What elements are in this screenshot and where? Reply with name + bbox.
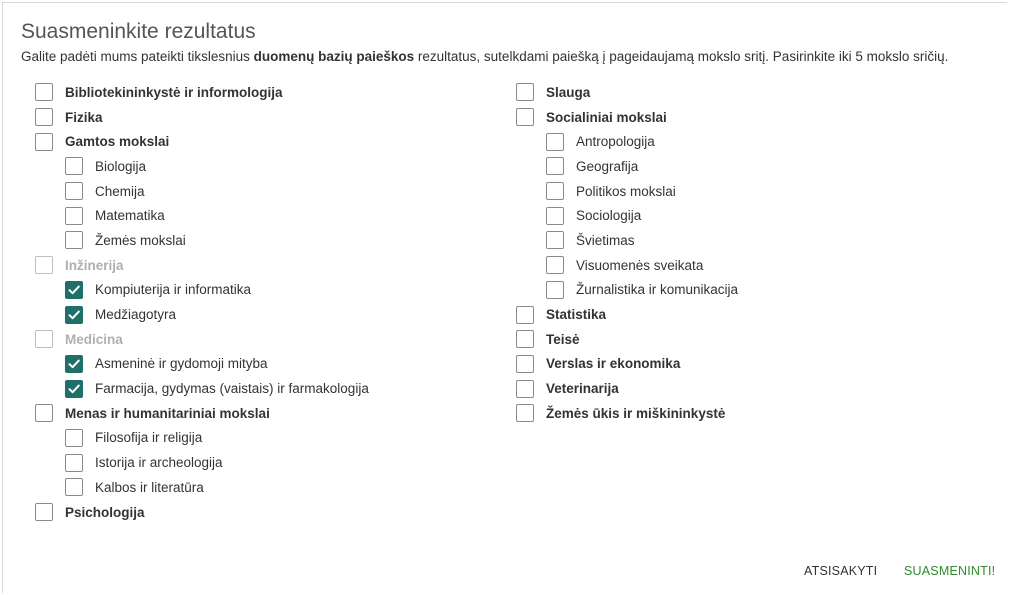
subject-item-zemes-ukis-ir-miskininkyste[interactable]: [516, 401, 738, 426]
checkbox[interactable]: [35, 108, 53, 126]
subject-item-menas-ir-humanitariniai-mokslai[interactable]: [35, 401, 369, 426]
subject-item-geografija[interactable]: [516, 154, 738, 179]
subject-item-slauga[interactable]: [516, 80, 738, 105]
checked-checkbox[interactable]: [65, 355, 83, 373]
checkbox[interactable]: [65, 182, 83, 200]
subject-label: Fizika: [65, 109, 103, 125]
subject-label: Žemės ūkis ir miškininkystė: [546, 405, 726, 421]
subject-item-gamtos-mokslai[interactable]: [35, 129, 369, 154]
checkbox[interactable]: [516, 355, 534, 373]
checkbox[interactable]: [516, 83, 534, 101]
subject-label: Politikos mokslai: [576, 183, 676, 199]
checked-checkbox[interactable]: [65, 380, 83, 398]
description-prefix: Galite padėti mums pateikti tikslesnius: [21, 49, 254, 64]
subject-item-antropologija[interactable]: [516, 129, 738, 154]
subject-label: Žemės mokslai: [95, 232, 186, 248]
checkbox[interactable]: [35, 83, 53, 101]
subject-label: Biologija: [95, 158, 147, 174]
checkbox[interactable]: [546, 281, 564, 299]
left-subject-list: [35, 80, 369, 524]
personalize-button[interactable]: SUASMENINTI!: [904, 564, 996, 578]
subject-item-zurnalistika-ir-komunikacija[interactable]: [516, 278, 738, 303]
subject-item-veterinarija[interactable]: [516, 376, 738, 401]
personalize-dialog: [2, 2, 1007, 593]
subject-item-matematika[interactable]: [35, 203, 369, 228]
subject-label: Žurnalistika ir komunikacija: [576, 282, 739, 298]
checkbox[interactable]: [65, 429, 83, 447]
subject-item-teise[interactable]: [516, 327, 738, 352]
subject-label: Gamtos mokslai: [65, 134, 170, 150]
subject-label: Medžiagotyra: [95, 307, 177, 323]
subject-item-filosofija-ir-religija[interactable]: [35, 426, 369, 451]
subject-item-asmenine-ir-gydomoji-mityba[interactable]: [35, 352, 369, 377]
subject-label: Švietimas: [576, 232, 635, 248]
subject-item-bibliotekininkyste-ir-informologija[interactable]: [35, 80, 369, 105]
description-bold: duomenų bazių paieškos: [253, 49, 415, 64]
subject-label: Antropologija: [576, 134, 655, 150]
subject-item-politikos-mokslai[interactable]: [516, 179, 738, 204]
subject-label: Verslas ir ekonomika: [546, 356, 681, 372]
subject-item-fizika[interactable]: [35, 105, 369, 130]
checkbox[interactable]: [65, 478, 83, 496]
checkbox[interactable]: [35, 404, 53, 422]
checkbox[interactable]: [516, 380, 534, 398]
subject-item-zemes-mokslai[interactable]: [35, 228, 369, 253]
checkbox[interactable]: [546, 182, 564, 200]
subject-item-inzinerija[interactable]: [35, 253, 369, 278]
subject-item-sociologija[interactable]: [516, 203, 738, 228]
checked-checkbox[interactable]: [65, 306, 83, 324]
checkbox[interactable]: [516, 306, 534, 324]
checkbox[interactable]: [546, 231, 564, 249]
checkbox[interactable]: [516, 404, 534, 422]
subject-label: Psichologija: [65, 504, 145, 520]
dialog-title: Suasmeninkite rezultatus: [21, 20, 256, 43]
subject-item-socialiniai-mokslai[interactable]: [516, 105, 738, 130]
checkbox[interactable]: [546, 207, 564, 225]
subject-item-svietimas[interactable]: [516, 228, 738, 253]
subject-item-medicina[interactable]: [35, 327, 369, 352]
subject-item-istorija-ir-archeologija[interactable]: [35, 450, 369, 475]
subject-item-verslas-ir-ekonomika[interactable]: [516, 352, 738, 377]
subject-item-biologija[interactable]: [35, 154, 369, 179]
subject-label: Farmacija, gydymas (vaistais) ir farmakologija: [95, 381, 369, 397]
subject-label: Statistika: [546, 307, 607, 323]
checkmark-icon: [67, 283, 81, 297]
checked-checkbox[interactable]: [65, 281, 83, 299]
subject-label: Asmeninė ir gydomoji mityba: [95, 356, 268, 372]
subject-label: Filosofija ir religija: [95, 430, 203, 446]
subject-item-farmacija-gydymas-vaistais-ir-farmakologija[interactable]: [35, 376, 369, 401]
checkbox[interactable]: [65, 231, 83, 249]
checkmark-icon: [67, 382, 81, 396]
checkbox[interactable]: [35, 256, 53, 274]
checkbox[interactable]: [35, 330, 53, 348]
subject-label: Istorija ir archeologija: [95, 455, 223, 471]
subject-label: Menas ir humanitariniai mokslai: [65, 405, 270, 421]
description-suffix: rezultatus, sutelkdami paiešką į pageidaujamą mokslo sritį. Pasirinkite iki 5 mokslo sričių.: [414, 49, 949, 64]
checkbox[interactable]: [516, 330, 534, 348]
subject-label: Geografija: [576, 158, 639, 174]
subject-item-kalbos-ir-literatura[interactable]: [35, 475, 369, 500]
subject-label: Visuomenės sveikata: [576, 257, 704, 273]
subject-item-kompiuterija-ir-informatika[interactable]: [35, 278, 369, 303]
checkbox[interactable]: [35, 503, 53, 521]
checkbox[interactable]: [516, 108, 534, 126]
subject-label: Matematika: [95, 208, 165, 224]
subject-label: Socialiniai mokslai: [546, 109, 667, 125]
subject-item-statistika[interactable]: [516, 302, 738, 327]
subject-label: Slauga: [546, 84, 591, 100]
subject-label: Chemija: [95, 183, 145, 199]
dialog-description: [21, 49, 948, 64]
subject-label: Kompiuterija ir informatika: [95, 282, 252, 298]
subject-label: Medicina: [65, 331, 123, 347]
checkbox[interactable]: [546, 157, 564, 175]
subject-label: Veterinarija: [546, 381, 619, 397]
subject-item-visuomenes-sveikata[interactable]: [516, 253, 738, 278]
subject-item-psichologija[interactable]: [35, 500, 369, 525]
subject-label: Inžinerija: [65, 257, 124, 273]
checkmark-icon: [67, 357, 81, 371]
cancel-button[interactable]: ATSISAKYTI: [804, 564, 878, 578]
checkbox[interactable]: [546, 133, 564, 151]
checkbox[interactable]: [546, 256, 564, 274]
checkbox[interactable]: [65, 454, 83, 472]
checkbox[interactable]: [65, 207, 83, 225]
subject-label: Teisė: [546, 331, 580, 347]
checkmark-icon: [67, 308, 81, 322]
subject-label: Bibliotekininkystė ir informologija: [65, 84, 283, 100]
subject-item-medziagotyra[interactable]: [35, 302, 369, 327]
subject-item-chemija[interactable]: [35, 179, 369, 204]
checkbox[interactable]: [65, 157, 83, 175]
subject-label: Sociologija: [576, 208, 642, 224]
checkbox[interactable]: [35, 133, 53, 151]
right-subject-list: [516, 80, 738, 426]
subject-label: Kalbos ir literatūra: [95, 479, 204, 495]
